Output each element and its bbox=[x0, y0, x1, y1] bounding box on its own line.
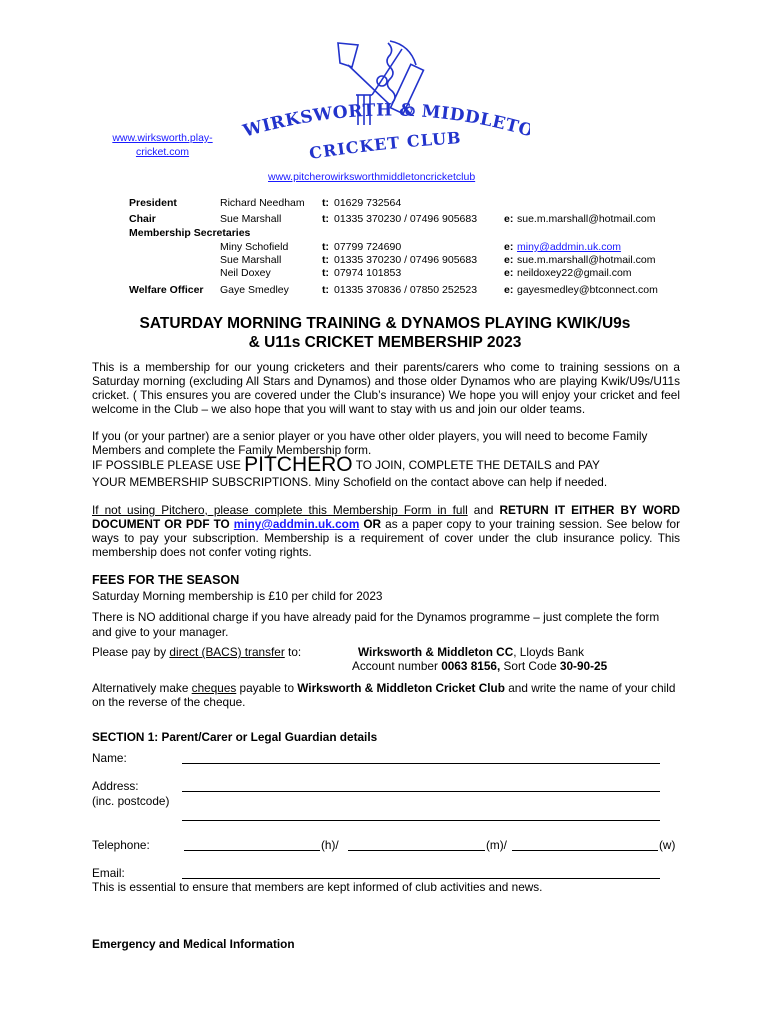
cheque-paragraph bbox=[92, 681, 682, 709]
return-bold2: OR bbox=[359, 517, 382, 531]
alt-pre: Alternatively make bbox=[92, 681, 192, 695]
club-logo bbox=[240, 35, 530, 165]
email-label: Email: bbox=[92, 866, 125, 880]
tel-prefix: t: bbox=[322, 254, 329, 266]
email: gayesmedley@btconnect.com bbox=[517, 284, 658, 296]
role: Membership Secretaries bbox=[129, 227, 251, 239]
email-prefix: e: bbox=[504, 213, 514, 225]
telephone: 01335 370230 / 07496 905683 bbox=[334, 254, 478, 266]
account-number: 0063 8156, bbox=[441, 659, 501, 673]
return-underlined: If not using Pitchero, please complete this Membership Form in full bbox=[92, 503, 468, 517]
return-email-link[interactable]: miny@addmin.uk.com bbox=[233, 517, 360, 531]
fees-heading: FEES FOR THE SEASON bbox=[92, 573, 240, 587]
official-name: Sue Marshall bbox=[220, 254, 282, 266]
svg-text:CRICKET CLUB bbox=[308, 128, 462, 163]
name-field[interactable] bbox=[182, 763, 660, 764]
official-row bbox=[129, 241, 689, 254]
telephone: 01629 732564 bbox=[334, 197, 402, 209]
return-rest: as a paper copy to your training session. See below for ways to pay your subscription. Membership is a requirement of cover under the club insurance policy. This membership does not confer voting rights. bbox=[92, 517, 680, 559]
bank-name: Wirksworth & Middleton CC bbox=[358, 645, 514, 659]
title-line2: & U11s CRICKET MEMBERSHIP 2023 bbox=[248, 334, 522, 351]
official-name: Sue Marshall bbox=[220, 213, 282, 225]
tel-prefix: t: bbox=[322, 213, 329, 225]
return-bold1: RETURN IT EITHER BY WORD DOCUMENT OR PDF TO bbox=[92, 503, 680, 531]
alt-club: Wirksworth & Middleton Cricket Club bbox=[297, 681, 505, 695]
bank-details bbox=[352, 645, 692, 673]
logo-line1: WIRKSWORTH & MIDDLET bbox=[240, 100, 521, 142]
intro-paragraph: This is a membership for our young cricketers and their parents/carers who come to training sessions on a Saturday morning (excluding All Stars and Dynamos) and those older Dynamos who are playing Kwik/U9s/U11s cricket. ( This ensures you are covered under the Club’s insurance) We hope you will enjoy your cricket and feel welcome in the Club – we also hope that you will want to stay with us and join our older teams. bbox=[92, 360, 680, 416]
pitchero-post: TO JOIN, COMPLETE THE DETAILS and PAY bbox=[355, 458, 600, 472]
alt-mid: payable to bbox=[236, 681, 298, 695]
role: Welfare Officer bbox=[129, 284, 204, 296]
telephone: 07974 101853 bbox=[334, 267, 402, 279]
mobile-suffix: (m)/ bbox=[486, 838, 507, 852]
name-label: Name: bbox=[92, 751, 127, 765]
official-name: Gaye Smedley bbox=[220, 284, 289, 296]
page-title bbox=[60, 314, 710, 352]
email-prefix: e: bbox=[504, 254, 514, 266]
home-suffix: (h)/ bbox=[321, 838, 339, 852]
tel-prefix: t: bbox=[322, 267, 329, 279]
postcode-label: (inc. postcode) bbox=[92, 794, 170, 808]
pay-post: to: bbox=[284, 645, 302, 659]
return-paragraph bbox=[92, 503, 680, 559]
fees-line2: There is NO additional charge if you have already paid for the Dynamos programme – just complete the form and give to your manager. bbox=[92, 610, 660, 639]
section1-heading: SECTION 1: Parent/Carer or Legal Guardian details bbox=[92, 730, 378, 744]
pay-method: direct (BACS) transfer bbox=[169, 645, 285, 659]
official-row bbox=[129, 267, 689, 284]
official-row bbox=[129, 229, 689, 241]
svg-text:WIRKSWORTH & MIDDLETON bbox=[240, 35, 530, 142]
pay-line bbox=[92, 645, 301, 659]
telephone-work-field[interactable] bbox=[512, 850, 658, 851]
pitchero-big: PITCHERO bbox=[244, 453, 353, 476]
address-label: Address: bbox=[92, 779, 139, 793]
official-name: Richard Needham bbox=[220, 197, 305, 209]
telephone: 01335 370836 / 07850 252523 bbox=[334, 284, 478, 296]
role: President bbox=[129, 197, 177, 209]
telephone-label: Telephone: bbox=[92, 838, 150, 852]
official-row bbox=[129, 254, 689, 267]
logo-line2: CRICKET CLUB bbox=[307, 128, 462, 163]
tel-prefix: t: bbox=[322, 241, 329, 253]
tel-prefix: t: bbox=[322, 197, 329, 209]
role: Chair bbox=[129, 213, 156, 225]
sort-pre: Sort Code bbox=[500, 659, 560, 673]
officials-table bbox=[129, 197, 689, 298]
email-note: This is essential to ensure that members are kept informed of club activities and news. bbox=[92, 880, 543, 894]
alt-post: and write the name of your child on the reverse of the cheque. bbox=[92, 681, 676, 709]
work-suffix: (w) bbox=[659, 838, 676, 852]
pitchero-line2: YOUR MEMBERSHIP SUBSCRIPTIONS. Miny Schofield on the contact above can help if needed. bbox=[92, 475, 608, 489]
email-field[interactable] bbox=[182, 878, 660, 879]
crest-icon bbox=[240, 35, 530, 165]
official-name: Neil Doxey bbox=[220, 267, 271, 279]
telephone: 07799 724690 bbox=[334, 241, 402, 253]
bank-rest: , Lloyds Bank bbox=[513, 645, 585, 659]
senior-paragraph: If you (or your partner) are a senior player or you have other older players, you will need to become Family Members and complete the Family Membership form. bbox=[92, 429, 648, 457]
official-name: Miny Schofield bbox=[220, 241, 289, 253]
pitchero-pre: IF POSSIBLE PLEASE USE bbox=[92, 458, 241, 472]
email-prefix: e: bbox=[504, 267, 514, 279]
fees-line1: Saturday Morning membership is £10 per child for 2023 bbox=[92, 589, 383, 603]
account-pre: Account number bbox=[352, 659, 442, 673]
email-prefix: e: bbox=[504, 241, 514, 253]
email-link[interactable]: miny@addmin.uk.com bbox=[517, 241, 622, 253]
address-field-2[interactable] bbox=[182, 820, 660, 821]
telephone-mobile-field[interactable] bbox=[348, 850, 485, 851]
title-line1: SATURDAY MORNING TRAINING & DYNAMOS PLAYING KWIK/U9s bbox=[139, 315, 631, 332]
telephone: 01335 370230 / 07496 905683 bbox=[334, 213, 478, 225]
sort-code: 30-90-25 bbox=[559, 659, 608, 673]
return-and: and bbox=[467, 503, 500, 517]
official-row bbox=[129, 197, 689, 213]
tel-prefix: t: bbox=[322, 284, 329, 296]
website-link[interactable]: www.wirksworth.play-cricket.com bbox=[112, 132, 213, 158]
email: neildoxey22@gmail.com bbox=[517, 267, 632, 279]
pay-pre: Please pay by bbox=[92, 645, 170, 659]
official-row bbox=[129, 284, 689, 298]
pitchero-paragraph bbox=[92, 453, 682, 489]
email-prefix: e: bbox=[504, 284, 514, 296]
email: sue.m.marshall@hotmail.com bbox=[517, 254, 656, 266]
email: sue.m.marshall@hotmail.com bbox=[517, 213, 656, 225]
alt-cheques: cheques bbox=[191, 681, 237, 695]
pitchero-link[interactable]: www.pitcherowirksworthmiddletoncricketclub bbox=[268, 171, 476, 183]
telephone-home-field[interactable] bbox=[184, 850, 320, 851]
emergency-heading: Emergency and Medical Information bbox=[92, 937, 295, 951]
address-field-1[interactable] bbox=[182, 791, 660, 792]
